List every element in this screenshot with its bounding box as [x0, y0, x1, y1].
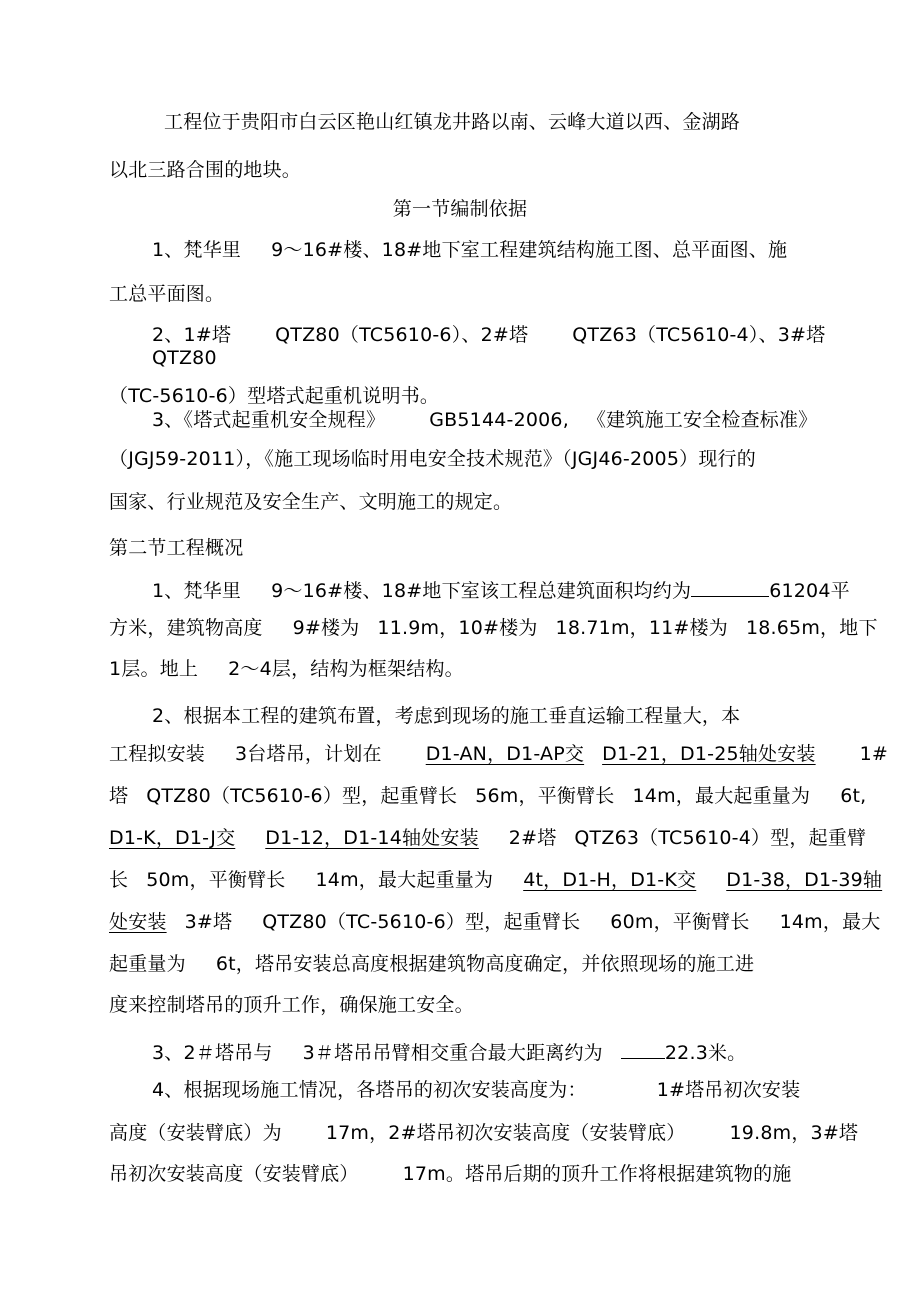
- section-2-para-3: [152, 1040, 746, 1065]
- item-3-standards: （JGJ59-2011），《施工现场临时用电安全技术规范》（JGJ46-2005）现行的: [109, 448, 756, 470]
- para-2-tower-1-jib: 56m，平衡臂长: [475, 785, 615, 807]
- intro-line-1: [164, 110, 740, 134]
- section-1-item-3-line-1: [152, 408, 817, 432]
- section-1-item-3-line-2: [109, 447, 756, 471]
- para-2-axis-1: D1-AN，D1-AP交: [425, 743, 585, 765]
- para-2-install-label: 工程拟安装: [109, 743, 206, 765]
- para-2-tower-1: 1#: [859, 743, 889, 765]
- para-2-axis-4: D1-12，D1-14轴处安装: [265, 827, 479, 849]
- para-1-area-value: 61204平: [769, 580, 850, 602]
- para-4-tower-3: 19.8m，3#塔: [729, 1122, 859, 1144]
- para-2-tower-1-model: QTZ80（TC5610-6）型，起重臂长: [146, 785, 458, 807]
- section-2-para-2-line-1: [152, 704, 740, 728]
- item-2-tower-2: QTZ80（TC5610-6）、2#塔: [275, 324, 529, 346]
- para-1-bldg-9: 9#楼为: [292, 617, 360, 639]
- para-2-tower-3: 3#塔: [184, 911, 233, 933]
- para-2-axis-6: D1-38，D1-39轴: [726, 869, 883, 891]
- item-2-model: QTZ80: [152, 347, 217, 369]
- section-2-para-2-line-6: [109, 910, 880, 934]
- item-3-regulations: 国家、行业规范及安全生产、文明施工的规定。: [109, 491, 513, 513]
- item-2-tower-1: 2、1#塔: [152, 324, 232, 346]
- para-3-tower-2: 3、2＃塔吊与: [152, 1042, 273, 1064]
- para-2-tower-3-jib: 60m，平衡臂长: [610, 911, 750, 933]
- item-1-text: 9～16#楼、18#地下室工程建筑结构施工图、总平面图、施: [271, 239, 788, 261]
- para-2-intro: 2、根据本工程的建筑布置，考虑到现场的施工垂直运输工程量大，本: [152, 705, 741, 727]
- section-1-item-1-line-2: [109, 282, 224, 306]
- section-2-para-4-line-1: [152, 1078, 800, 1102]
- para-2-count: 3台塔吊，计划在: [235, 743, 382, 765]
- section-2-para-2-line-4: [109, 826, 866, 850]
- para-1-structure: 2～4层，结构为框架结构。: [228, 658, 464, 680]
- section-2-para-1-line-1: [152, 578, 850, 603]
- para-4-tower-1: 1#塔吊初次安装: [656, 1079, 801, 1101]
- section-1-item-2-line-1: [152, 323, 825, 347]
- section-1-heading-text: 第一节编制依据: [392, 198, 528, 220]
- section-2-para-1-line-2: [109, 616, 878, 640]
- intro-text-1: 工程位于贵阳市白云区艳山红镇龙井路以南、云峰大道以西、金湖路: [164, 111, 741, 133]
- section-1-item-1-line-1: [152, 238, 787, 262]
- para-2-axis-5: 4t，D1-H，D1-K交: [523, 869, 697, 891]
- para-2-tower-2-model: QTZ63（TC5610-4）型，起重臂: [574, 827, 867, 849]
- section-1-item-2-line-2: [152, 346, 217, 370]
- para-1-underground: 18.65m，地下: [745, 617, 878, 639]
- para-4-tower-2: 17m，2#塔吊初次安装高度（安装臂底）: [325, 1122, 686, 1144]
- para-1-blank: [691, 578, 769, 597]
- para-2-axis-2: D1-21，D1-25轴处安装: [602, 743, 816, 765]
- item-3-standard-1: 3、《塔式起重机安全规程》: [152, 409, 386, 431]
- section-2-heading-text: 第二节工程概况: [109, 537, 244, 559]
- section-2-para-2-line-7: [109, 952, 754, 976]
- para-4-jacking: 17m。塔吊后期的顶升工作将根据建筑物的施: [402, 1163, 792, 1185]
- para-4-tower-3-height: 吊初次安装高度（安装臂底）: [109, 1163, 359, 1185]
- para-3-blank: [621, 1040, 665, 1059]
- section-1-heading: [0, 197, 920, 221]
- intro-text-2: 以北三路合围的地块。: [109, 159, 302, 181]
- para-2-tower-2-counter: 14m，最大起重量为: [315, 869, 494, 891]
- para-3-distance: 22.3米。: [664, 1042, 747, 1064]
- para-2-tower-1-counter: 14m，最大起重量为: [632, 785, 811, 807]
- para-4-height-label: 高度（安装臂底）为: [109, 1122, 282, 1144]
- para-2-tower-3-counter: 14m，最大: [779, 911, 881, 933]
- para-2-tower-2-jib: 50m，平衡臂长: [146, 869, 286, 891]
- item-2-tower-3: QTZ63（TC5610-4）、3#塔: [572, 324, 826, 346]
- para-2-tower-1-load: 6t,: [840, 785, 867, 807]
- section-2-heading: [109, 536, 243, 560]
- para-2-max-load-label: 起重量为: [109, 953, 186, 975]
- para-1-height-label: 方米，建筑物高度: [109, 617, 263, 639]
- section-2-para-4-line-3: [109, 1162, 792, 1186]
- item-2-manual: （TC-5610-6）型塔式起重机说明书。: [109, 385, 440, 407]
- item-1-number: 1、梵华里: [152, 239, 242, 261]
- item-3-standard-2: 《建筑施工安全检查标准》: [586, 409, 818, 431]
- section-2-para-2-line-3: [109, 784, 866, 808]
- section-1-item-3-line-3: [109, 490, 512, 514]
- section-2-para-2-line-8: [109, 993, 474, 1017]
- section-2-para-4-line-2: [109, 1121, 858, 1145]
- section-2-para-2-line-5: [109, 868, 882, 892]
- para-3-overlap: 3＃塔吊吊臂相交重合最大距离约为: [302, 1042, 603, 1064]
- item-3-code: GB5144-2006,: [429, 409, 569, 431]
- section-2-para-2-line-2: [109, 742, 888, 766]
- para-1-project: 1、梵华里: [152, 580, 242, 602]
- para-1-bldg-10: 11.9m，10#楼为: [377, 617, 538, 639]
- para-2-tower-2: 2#塔: [508, 827, 557, 849]
- section-1-item-2-line-3: [109, 384, 439, 408]
- intro-line-2: [109, 158, 301, 182]
- para-2-axis-3: D1-K，D1-J交: [109, 827, 236, 849]
- section-2-para-1-line-3: [109, 657, 464, 681]
- para-4-intro: 4、根据现场施工情况，各塔吊的初次安装高度为：: [152, 1079, 587, 1101]
- para-2-tower-label: 塔: [109, 785, 129, 807]
- para-2-install-at: 处安装: [109, 911, 167, 933]
- para-1-area-label: 9～16#楼、18#地下室该工程总建筑面积均约为: [271, 580, 692, 602]
- para-2-height-note: 6t，塔吊安装总高度根据建筑物高度确定，并依照现场的施工进: [215, 953, 755, 975]
- para-2-jacking-note: 度来控制塔吊的顶升工作，确保施工安全。: [109, 994, 474, 1016]
- para-1-floors: 1层。地上: [109, 658, 199, 680]
- para-2-tower-3-model: QTZ80（TC-5610-6）型，起重臂长: [262, 911, 581, 933]
- item-1-text-cont: 工总平面图。: [109, 283, 225, 305]
- para-1-bldg-11: 18.71m，11#楼为: [555, 617, 728, 639]
- para-2-length-label: 长: [109, 869, 129, 891]
